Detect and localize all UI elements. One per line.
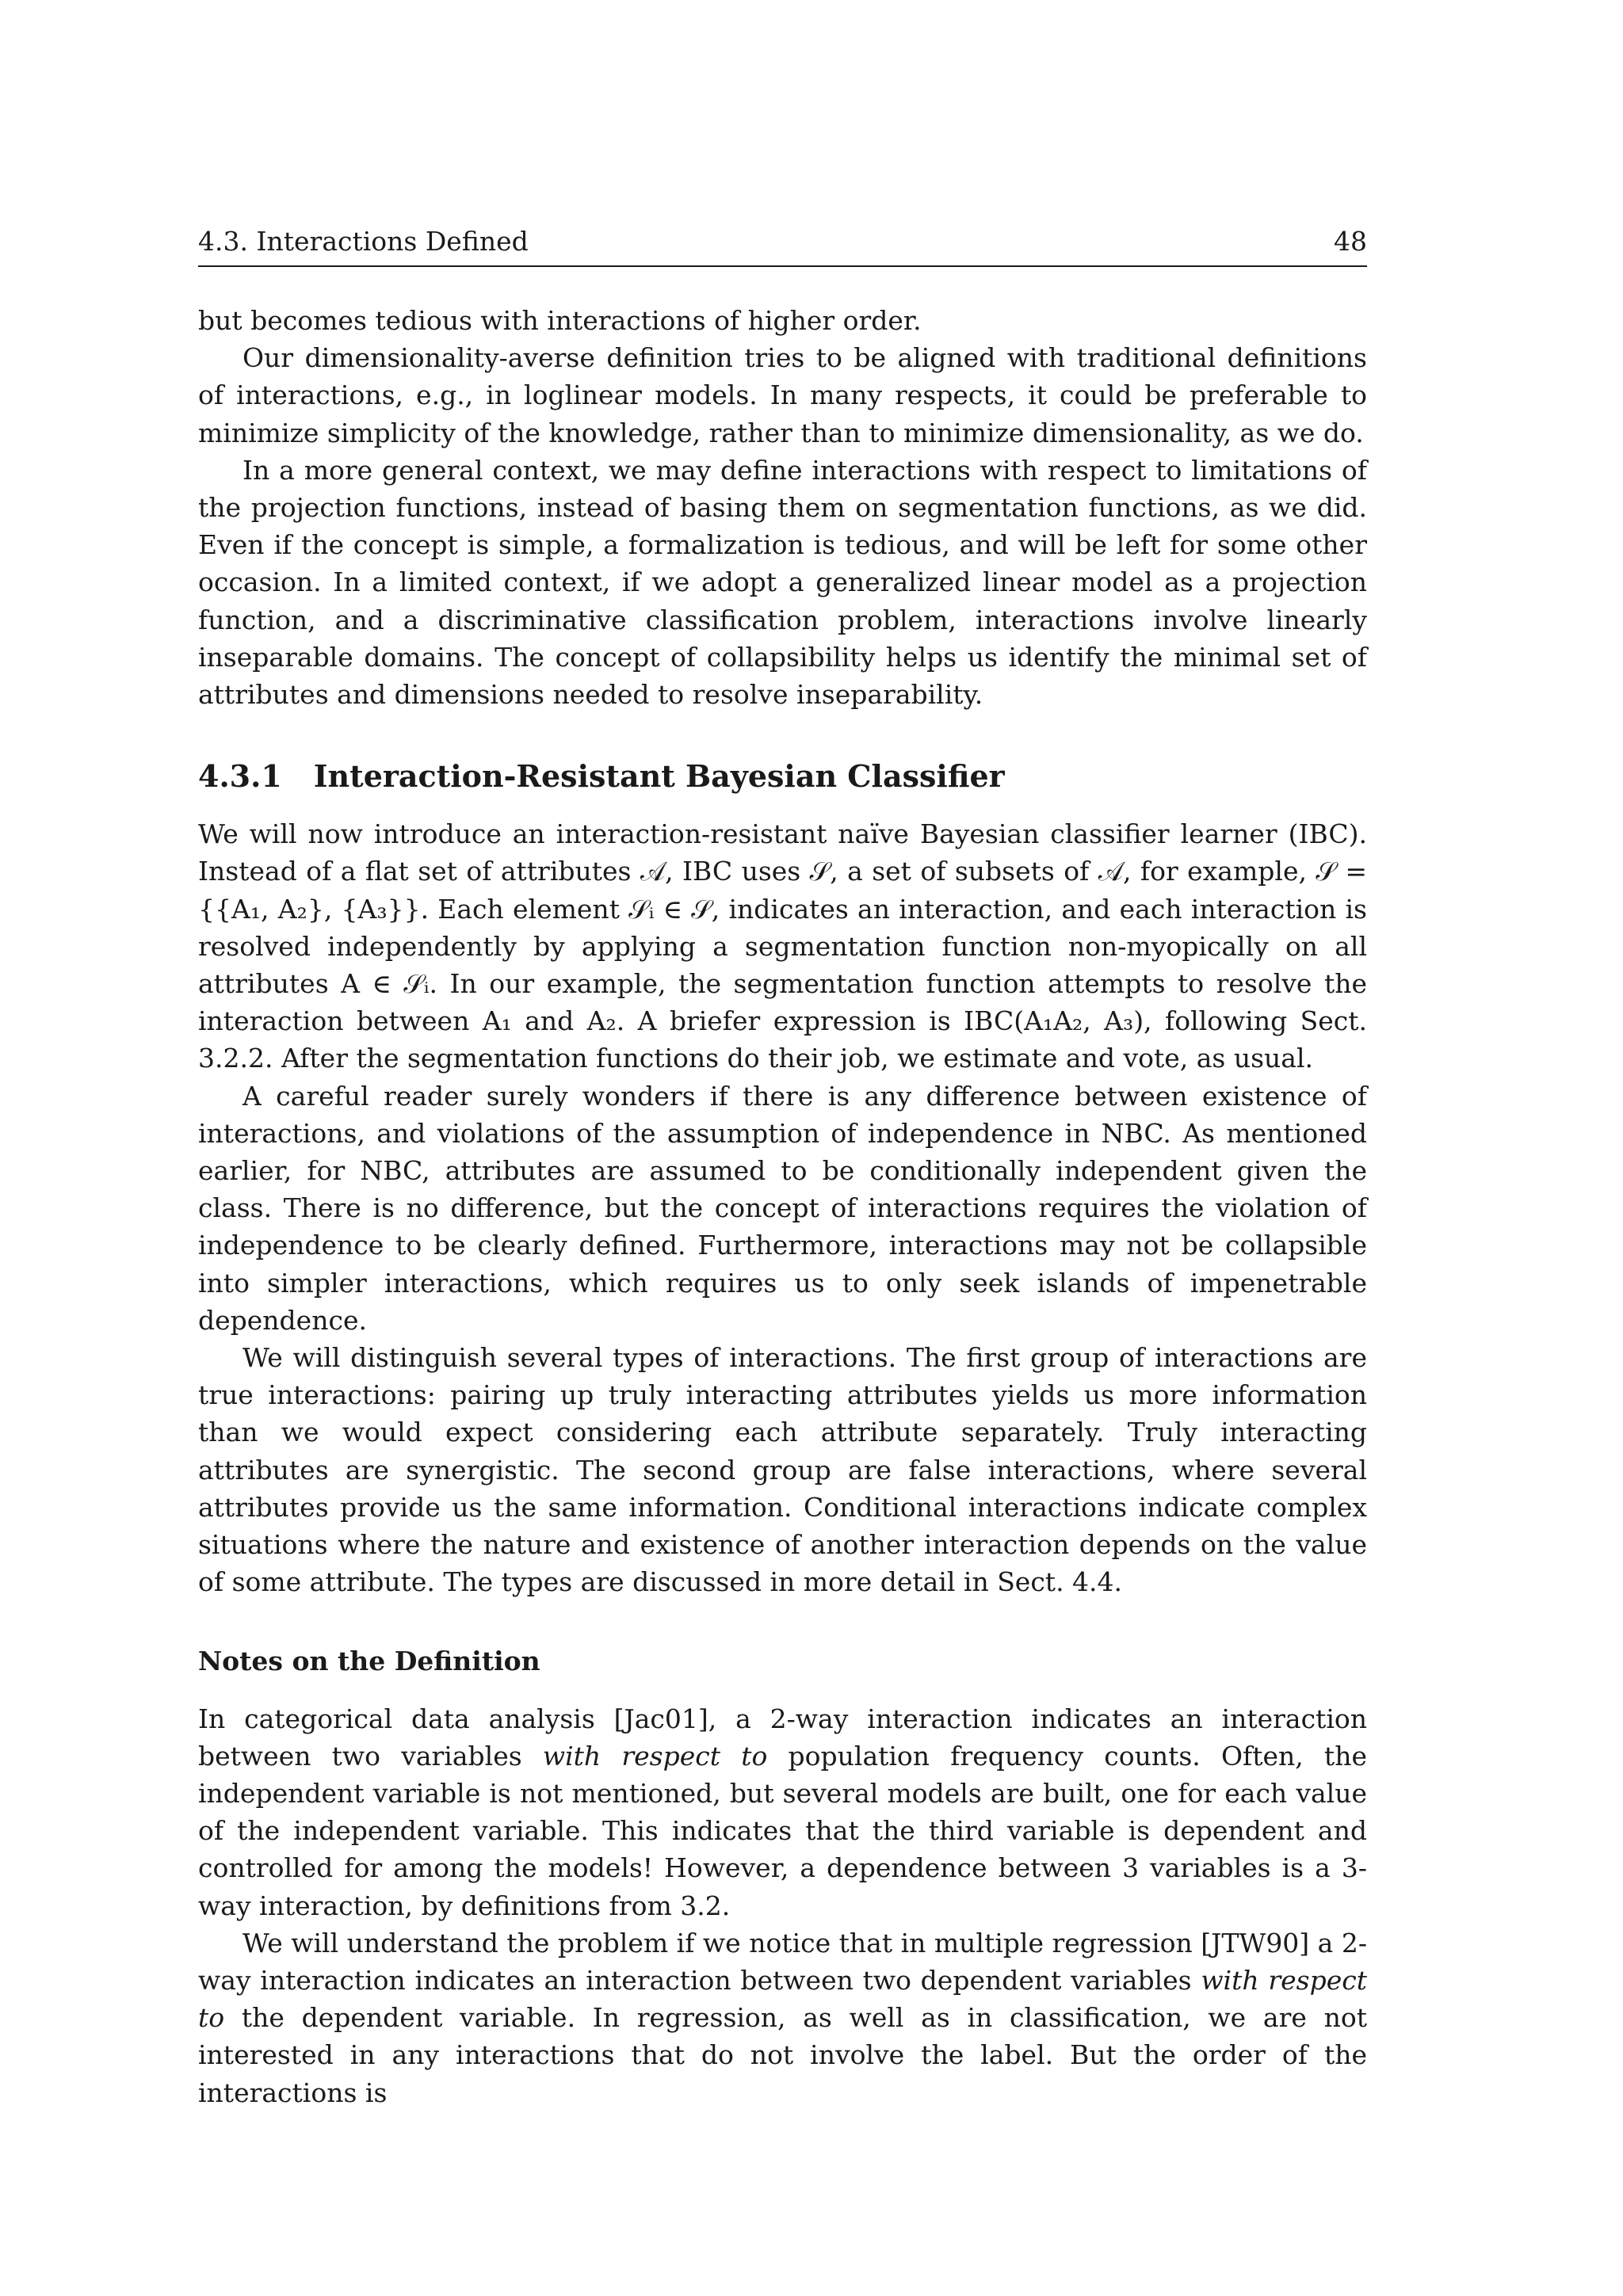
paragraph-categorical-analysis: [198, 1700, 1367, 1924]
page: [198, 226, 1367, 2111]
notes-heading: Notes on the Definition: [198, 1645, 540, 1676]
body-text: [198, 302, 1367, 2111]
header-section-title: 4.3. Interactions Defined: [198, 226, 529, 257]
paragraph-interaction-types: We will distinguish several types of interactions. The first group of interactions are true interactions: pairing up truly interacting attributes yields us more information than we would expect considering each attribute separately. Truly interacting attributes are synergistic. The second group are false interactions, where several attributes provide us the same information. Conditional interactions indicate complex situations where the nature and existence of another interaction depends on the value of some attribute. The types are discussed in more detail in Sect. 4.4.: [198, 1342, 1367, 1598]
page-number: 48: [1334, 226, 1367, 257]
paragraph-continued: but becomes tedious with interactions of higher order.: [198, 305, 922, 336]
text-run: population frequency counts. Often, the independent variable is not mentioned, but several models are built, one for each value of the independent variable. This indicates that the third variable is dependent and controlled for among the models! However, a dependence between 3 variables is a 3-way interaction, by definitions from 3.2.: [198, 1740, 1367, 1921]
paragraph-ibc-intro: We will now introduce an interaction-resistant naïve Bayesian classifier learner (IBC). Instead of a flat set of attributes 𝒜, IBC uses 𝒮, a set of subsets of 𝒜, for example, 𝒮 = {{A₁, A₂}, {A₃}}. Each element 𝒮ᵢ ∈ 𝒮, indicates an interaction, and each interaction is resolved independently by applying a segmentation function non-myopically on all attributes A ∈ 𝒮ᵢ. In our example, the segmentation function attempts to resolve the interaction between A₁ and A₂. A briefer expression is IBC(A₁A₂, A₃), following Sect. 3.2.2. After the segmentation functions do their job, we estimate and vote, as usual.: [198, 818, 1367, 1074]
text-run: We will understand the problem if we notice that in multiple regression [JTW90] a 2-way interaction indicates an interaction between two dependent variables: [198, 1927, 1367, 1996]
section-number: 4.3.1: [198, 758, 282, 795]
paragraph-general-context: In a more general context, we may define interactions with respect to limitations of the projection functions, instead of basing them on segmentation functions, as we did. Even if the concept is simple, a formalization is tedious, and will be left for some other occasion. In a limited context, if we adopt a generalized linear model as a projection function, and a discriminative classification problem, interactions involve linearly inseparable domains. The concept of collapsibility helps us identify the minimal set of attributes and dimensions needed to resolve inseparability.: [198, 454, 1367, 711]
emphasis: with respect to: [542, 1740, 768, 1772]
text-run: In categorical data analysis [Jac01], a 2-way interaction indicates an interaction between two variables: [198, 1703, 1367, 1772]
section-title: Interaction-Resistant Bayesian Classifier: [313, 758, 1005, 795]
paragraph-multiple-regression: [198, 1924, 1367, 2111]
emphasis: with respect to: [198, 1964, 1367, 2034]
text-run: the dependent variable. In regression, as well as in classification, we are not interested in any interactions that do not involve the label. But the order of the interactions is: [198, 2002, 1367, 2108]
section-heading: [198, 757, 1367, 795]
paragraph-dimensionality: Our dimensionality-averse definition tries to be aligned with traditional definitions of interactions, e.g., in loglinear models. In many respects, it could be preferable to minimize simplicity of the knowledge, rather than to minimize dimensionality, as we do.: [198, 342, 1367, 448]
running-header: [198, 226, 1367, 267]
paragraph-careful-reader: A careful reader surely wonders if there is any difference between existence of interactions, and violations of the assumption of independence in NBC. As mentioned earlier, for NBC, attributes are assumed to be conditionally independent given the class. There is no difference, but the concept of interactions requires the violation of independence to be clearly defined. Furthermore, interactions may not be collapsible into simpler interactions, which requires us to only seek islands of impenetrable dependence.: [198, 1080, 1367, 1336]
